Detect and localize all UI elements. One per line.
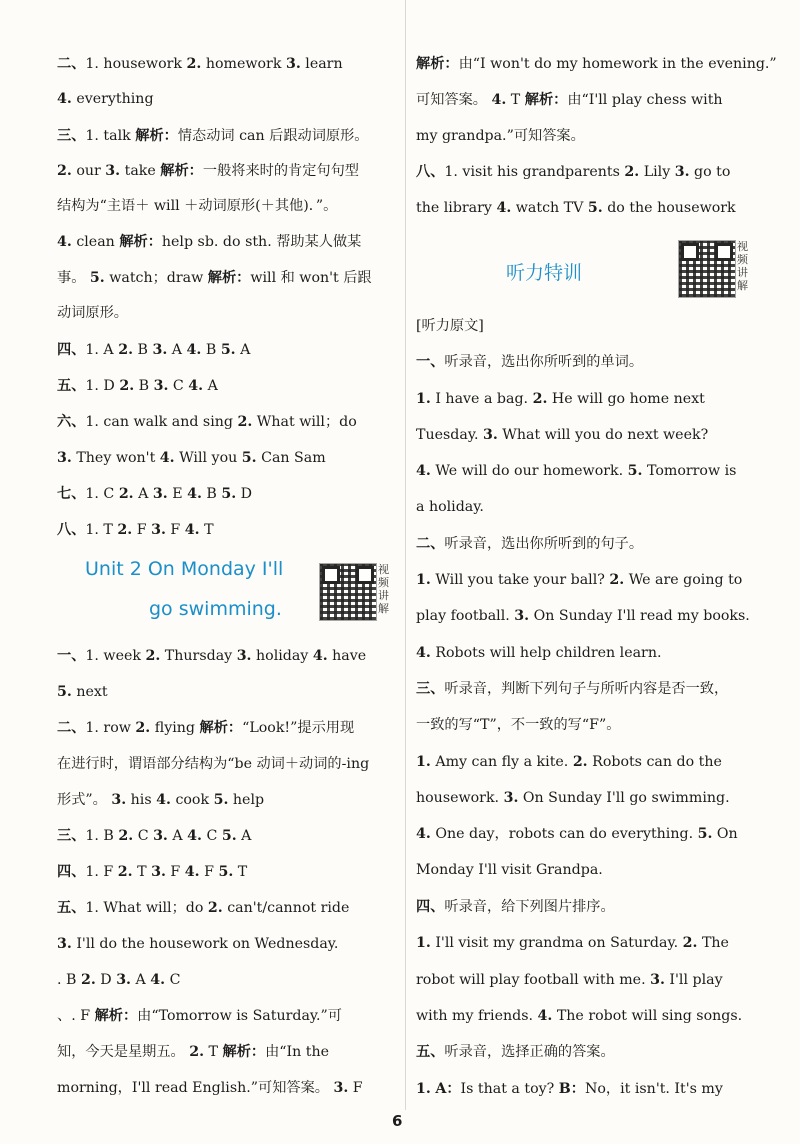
section-heading: 二、听录音，选出你所听到的句子。 <box>416 536 644 552</box>
answer-line: my grandpa.”可知答案。 <box>416 128 585 144</box>
unit-title-line2: go swimming. <box>149 598 282 620</box>
answer-line: 4. everything <box>57 91 154 107</box>
section-heading: 三、听录音，判断下列句子与所听内容是否一致， <box>416 681 729 697</box>
section-heading: 四、听录音，给下列图片排序。 <box>416 899 615 915</box>
transcript-line: 4. Robots will help children learn. <box>416 645 662 661</box>
answer-line: morning，I'll read English.”可知答案。 3. F <box>57 1080 363 1096</box>
answer-line: 八、1. T 2. F 3. F 4. T <box>57 522 214 538</box>
answer-line: 四、1. A 2. B 3. A 4. B 5. A <box>57 342 251 358</box>
answer-line: 六、1. can walk and sing 2. What will；do <box>57 414 357 430</box>
answer-line: 知，今天是星期五。 2. T 解析：由“In the <box>57 1044 330 1060</box>
transcript-header: [听力原文] <box>416 318 484 334</box>
transcript-line: 1. Amy can fly a kite. 2. Robots can do the <box>416 754 722 770</box>
answer-line: 四、1. F 2. T 3. F 4. F 5. T <box>57 864 248 880</box>
answer-line: 五、1. D 2. B 3. C 4. A <box>57 378 218 394</box>
answer-line: 解析：由“I won't do my homework in the evening.” <box>416 56 777 72</box>
answer-line: 在进行时，谓语部分结构为“be 动词＋动词的-ing <box>57 756 370 772</box>
answer-line: 二、1. row 2. flying 解析：“Look!”提示用现 <box>57 720 355 736</box>
qr-code-icon[interactable] <box>319 563 377 621</box>
answer-line: 可知答案。 4. T 解析：由“I'll play chess with <box>416 92 723 108</box>
qr-caption: 视频讲解 <box>737 240 748 292</box>
transcript-line: 4. We will do our homework. 5. Tomorrow is <box>416 463 737 479</box>
transcript-line: 1. Will you take your ball? 2. We are going to <box>416 572 743 588</box>
transcript-line: Monday I'll visit Grandpa. <box>416 862 603 878</box>
unit-title-line1: Unit 2 On Monday I'll <box>85 558 284 580</box>
answer-line: 、. F 解析：由“Tomorrow is Saturday.”可 <box>57 1008 342 1024</box>
qr-caption: 视频讲解 <box>378 563 389 615</box>
transcript-line: 1. A：Is that a toy? B：No，it isn't. It's my <box>416 1081 723 1097</box>
answer-line: the library 4. watch TV 5. do the housework <box>416 200 736 216</box>
section-heading: 五、听录音，选择正确的答案。 <box>416 1044 615 1060</box>
qr-code-icon[interactable] <box>678 240 736 298</box>
answer-line: 动词原形。 <box>57 305 128 321</box>
transcript-line: with my friends. 4. The robot will sing songs. <box>416 1008 743 1024</box>
answer-line: 3. They won't 4. Will you 5. Can Sam <box>57 450 326 466</box>
answer-line: 三、1. B 2. C 3. A 4. C 5. A <box>57 828 252 844</box>
answer-line: 4. clean 解析：help sb. do sth. 帮助某人做某 <box>57 234 362 250</box>
transcript-line: Tuesday. 3. What will you do next week? <box>416 427 709 443</box>
listening-title: 听力特训 <box>506 262 583 284</box>
transcript-line: housework. 3. On Sunday I'll go swimming. <box>416 790 730 806</box>
answer-line: 3. I'll do the housework on Wednesday. <box>57 936 339 952</box>
section-heading: 一致的写“T”，不一致的写“F”。 <box>416 717 621 733</box>
transcript-line: 1. I have a bag. 2. He will go home next <box>416 391 705 407</box>
transcript-line: a holiday. <box>416 499 484 515</box>
page-number: 6 <box>392 1112 403 1130</box>
answer-line: 一、1. week 2. Thursday 3. holiday 4. have <box>57 648 367 664</box>
answer-line: 三、1. talk 解析：情态动词 can 后跟动词原形。 <box>57 128 369 144</box>
answer-line: 2. our 3. take 解析：一般将来时的肯定句句型 <box>57 163 359 179</box>
transcript-line: 1. I'll visit my grandma on Saturday. 2. The <box>416 935 729 951</box>
answer-line: 5. next <box>57 684 108 700</box>
answer-line: 七、1. C 2. A 3. E 4. B 5. D <box>57 486 253 502</box>
answer-line: . B 2. D 3. A 4. C <box>57 972 181 988</box>
answer-line: 八、1. visit his grandparents 2. Lily 3. go to <box>416 164 731 180</box>
answer-line: 结构为“主语＋ will ＋动词原形(＋其他)．”。 <box>57 198 338 214</box>
answer-line: 五、1. What will；do 2. can't/cannot ride <box>57 900 350 916</box>
transcript-line: robot will play football with me. 3. I'll play <box>416 972 723 988</box>
answer-line: 形式”。 3. his 4. cook 5. help <box>57 792 265 808</box>
section-heading: 一、听录音，选出你所听到的单词。 <box>416 354 644 370</box>
transcript-line: 4. One day，robots can do everything. 5. On <box>416 826 738 842</box>
transcript-line: play football. 3. On Sunday I'll read my books. <box>416 608 750 624</box>
answer-line: 二、1. housework 2. homework 3. learn <box>57 56 343 72</box>
answer-line: 事。 5. watch；draw 解析：will 和 won't 后跟 <box>57 270 372 286</box>
